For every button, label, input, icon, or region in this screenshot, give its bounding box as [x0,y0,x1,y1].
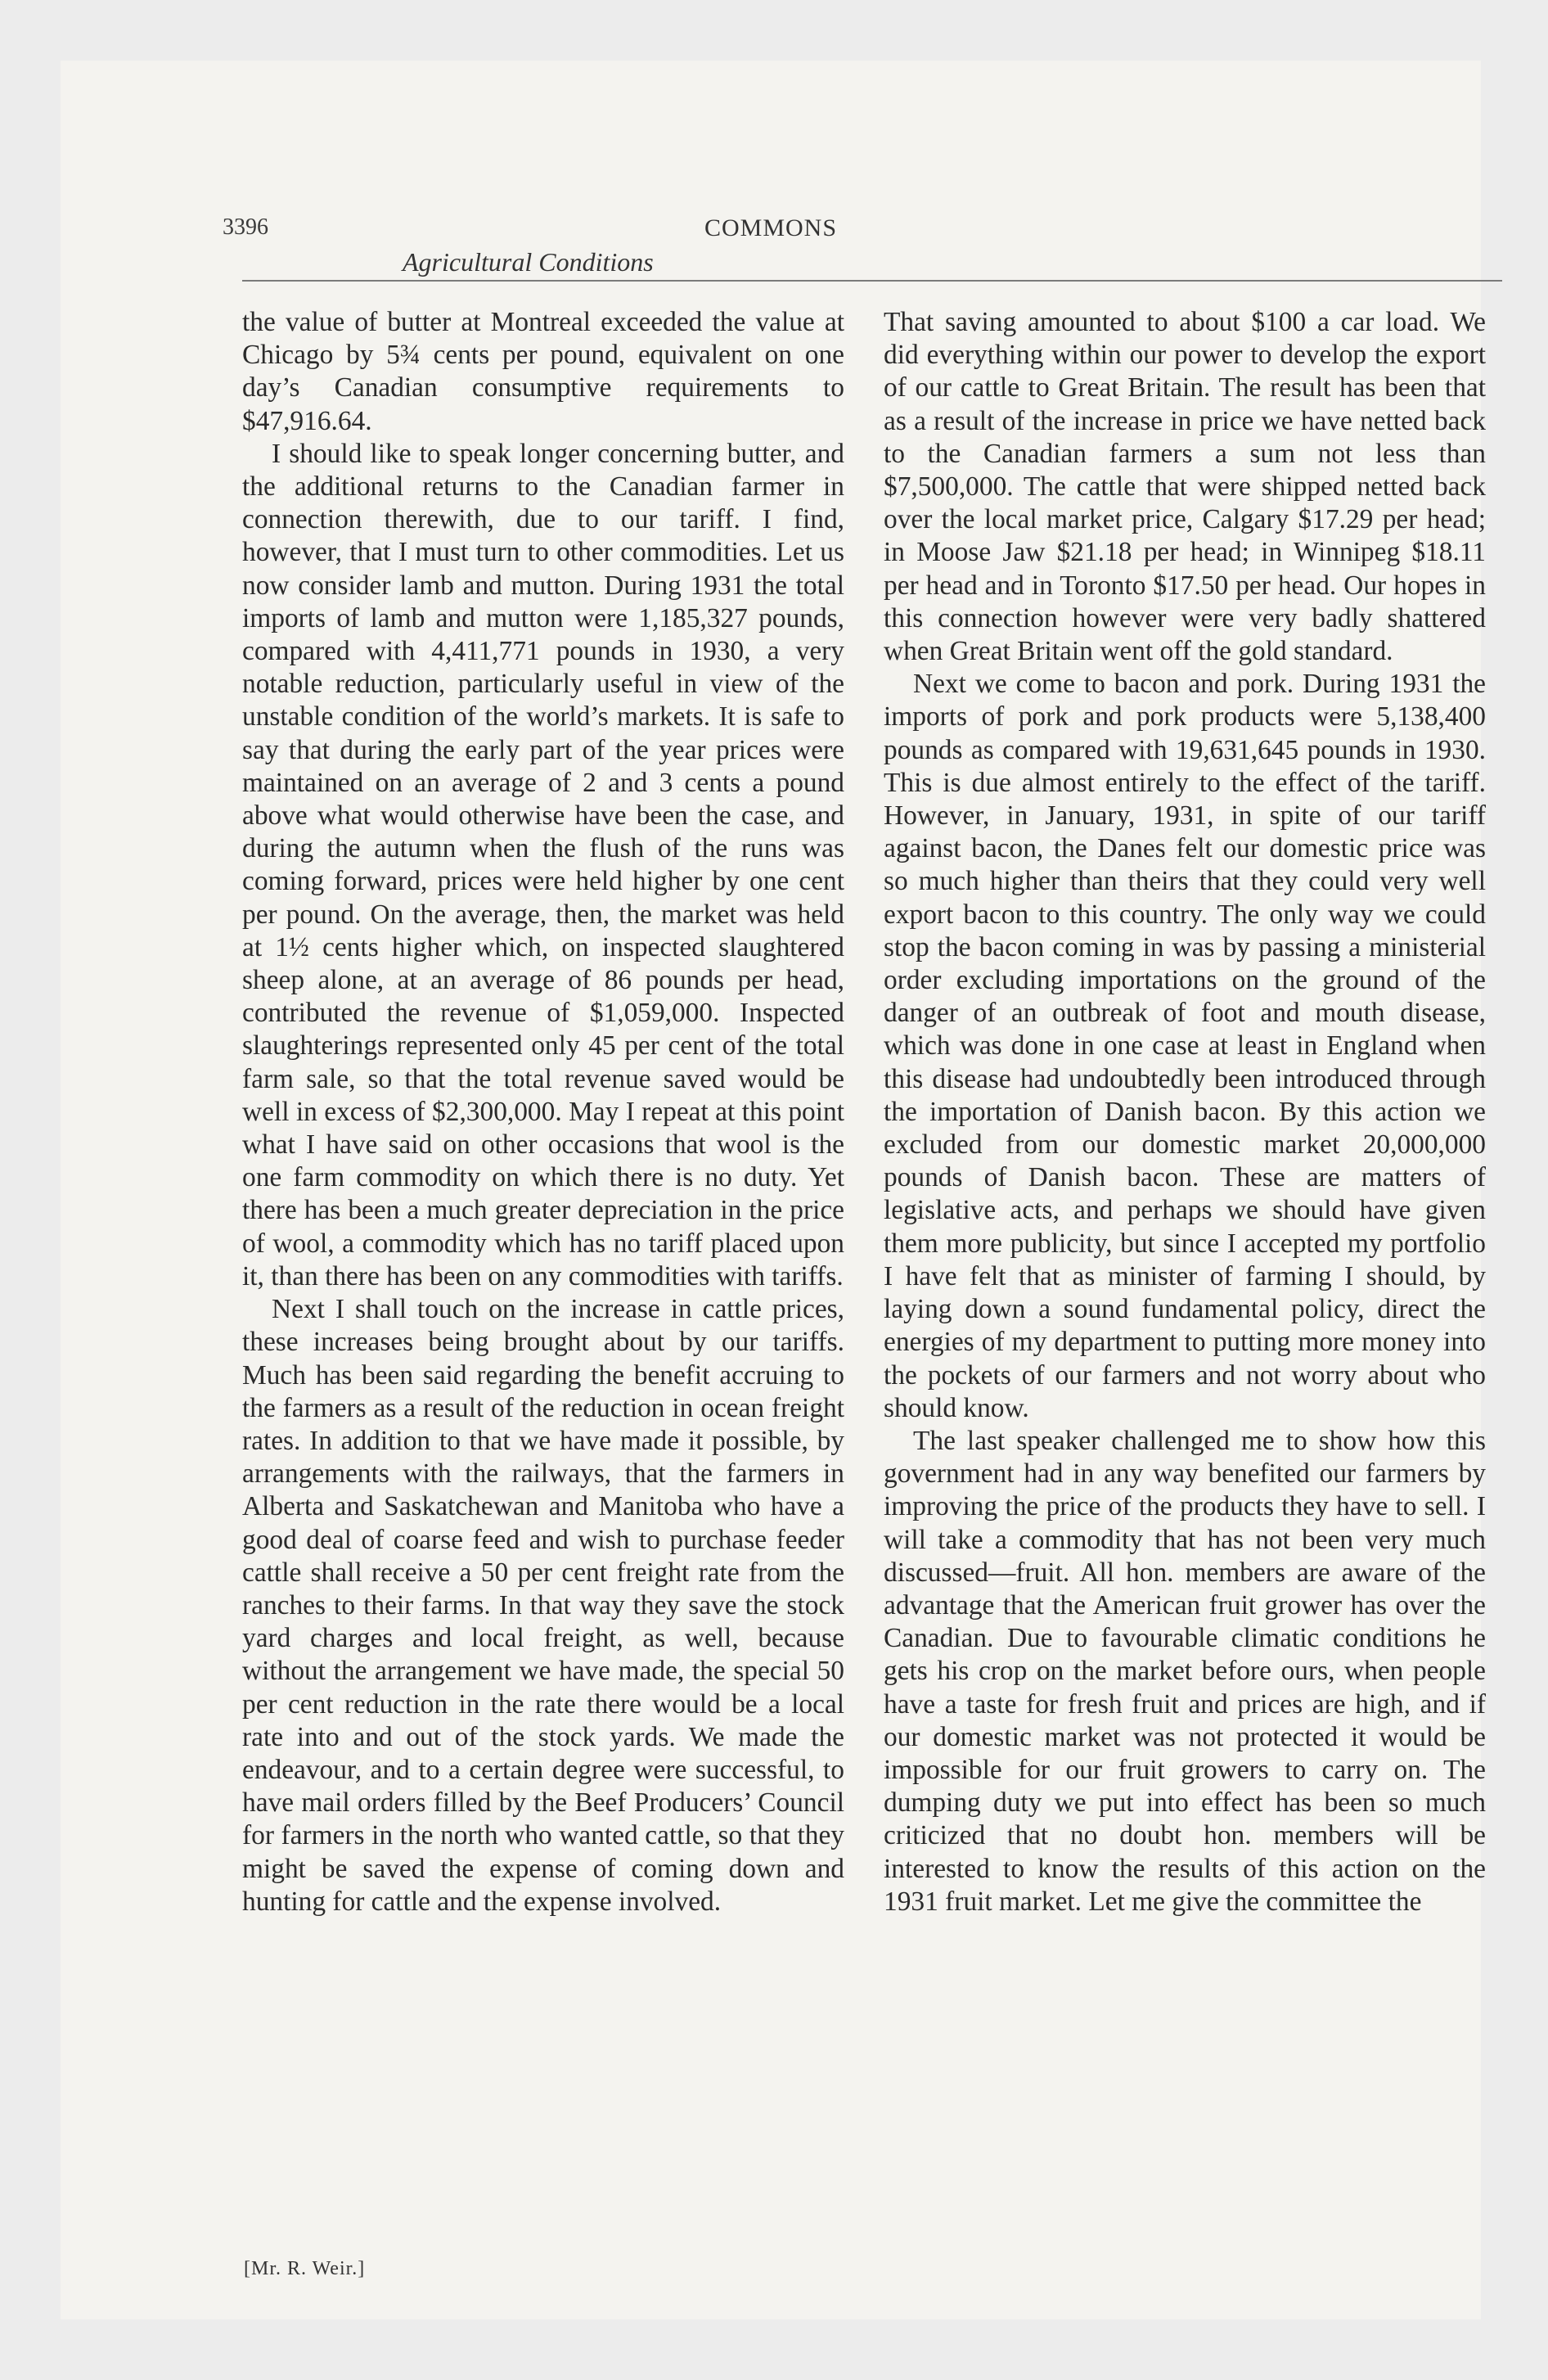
paragraph: the value of butter at Montreal exceeded the value at Chicago by 5¾ cents per pound, equivalent on one day’s Canadian consumptive requirements to $47,916.64. [242,307,844,436]
left-column [242,306,844,1918]
running-head: COMMONS [704,214,838,241]
right-column [884,306,1486,1918]
paragraph: That saving amounted to about $100 a car load. We did everything within our power to develop the export of our cattle to Great Britain. The result has been that as a result of the increase in price we have netted back to the Canadian farmers a sum not less than $7,500,000. The cattle that were shipped netted back over the local market price, Calgary $17.29 per head; in Moose Jaw $21.18 per head; in Winnipeg $18.11 per head and in Toronto $17.50 per head. Our hopes in this connection however were very badly shattered when Great Britain went off the gold standard. [884,307,1486,667]
paragraph: I should like to speak longer concerning butter, and the additional returns to the Canadian farmer in connection therewith, due to our tariff. I find, however, that I must turn to other commodities. Let us now consider lamb and mutton. During 1931 the total imports of lamb and mutton were 1,185,327 pounds, compared with 4,411,771 pounds in 1930, a very notable reduction, particularly useful in view of the unstable condition of the world’s markets. It is safe to say that during the early part of the year prices were maintained on an average of 2 and 3 cents a pound above what would otherwise have been the case, and during the autumn when the flush of the runs was coming forward, prices were held higher by one cent per pound. On the average, then, the market was held at 1½ cents higher which, on inspected slaughtered sheep alone, at an average of 86 pounds per head, contributed the revenue of $1,059,000. Inspected slaughterings represented only 45 per cent of the total farm sale, so that the total revenue saved would be well in excess of $2,300,000. May I repeat at this point what I have said on other occasions that wool is the one farm commodity on which there is no duty. Yet there has been a much greater depreciation in the price of wool, a commodity which has no tariff placed upon it, than there has been on any commodities with tariffs. [242,438,844,1291]
page-number: 3396 [223,214,268,240]
header-rule [242,280,1502,282]
paragraph: Next I shall touch on the increase in cattle prices, these increases being brought about by our tariffs. Much has been said regarding the benefit accruing to the farmers as a result of the reduction in ocean freight rates. In addition to that we have made it possible, by arrangements with the railways, that the farmers in Alberta and Saskatchewan and Manitoba who have a good deal of coarse feed and wish to purchase feeder cattle shall receive a 50 per cent freight rate from the ranches to their farms. In that way they save the stock yard charges and local freight, as well, because without the arrangement we have made, the special 50 per cent reduction in the rate there would be a local rate into and out of the stock yards. We made the endeavour, and to a certain degree were successful, to have mail orders filled by the Beef Producers’ Council for farmers in the north who wanted cattle, so that they might be saved the expense of coming down and hunting for cattle and the expense involved. [242,1294,844,1917]
page-sheet [61,61,1486,2319]
paragraph: Next we come to bacon and pork. During 1931 the imports of pork and pork products were 5,138,400 pounds as compared with 19,631,645 pounds in 1930. This is due almost entirely to the effect of the tariff. However, in January, 1931, in spite of our tariff against bacon, the Danes felt our domestic price was so much higher than theirs that they could very well export bacon to this country. The only way we could stop the bacon coming in was by passing a ministerial order excluding importations on the ground of the danger of an outbreak of foot and mouth disease, which was done in one case at least in England when this disease had undoubtedly been introduced through the importation of Danish bacon. By this action we excluded from our domestic market 20,000,000 pounds of Danish bacon. These are matters of legislative acts, and perhaps we should have given them more publicity, but since I accepted my portfolio I have felt that as minister of farming I should, by laying down a sound fundamental policy, direct the energies of my department to putting more money into the pockets of our farmers and not worry about who should know. [884,669,1486,1423]
section-title: Agricultural Conditions [403,247,654,277]
paragraph: The last speaker challenged me to show how this government had in any way benefited our farmers by improving the price of the products they have to sell. I will take a commodity that has not been very much discussed—fruit. All hon. members are aware of the advantage that the American fruit grower has over the Canadian. Due to favourable climatic conditions he gets his crop on the market before ours, when people have a taste for fresh fruit and prices are high, and if our domestic market was not protected it would be impossible for our fruit growers to carry on. The dumping duty we put into effect has been so much criticized that no doubt hon. members will be interested to know the results of this action on the 1931 fruit market. Let me give the committee the [884,1425,1486,1917]
speaker-tag: [Mr. R. Weir.] [244,2258,366,2279]
